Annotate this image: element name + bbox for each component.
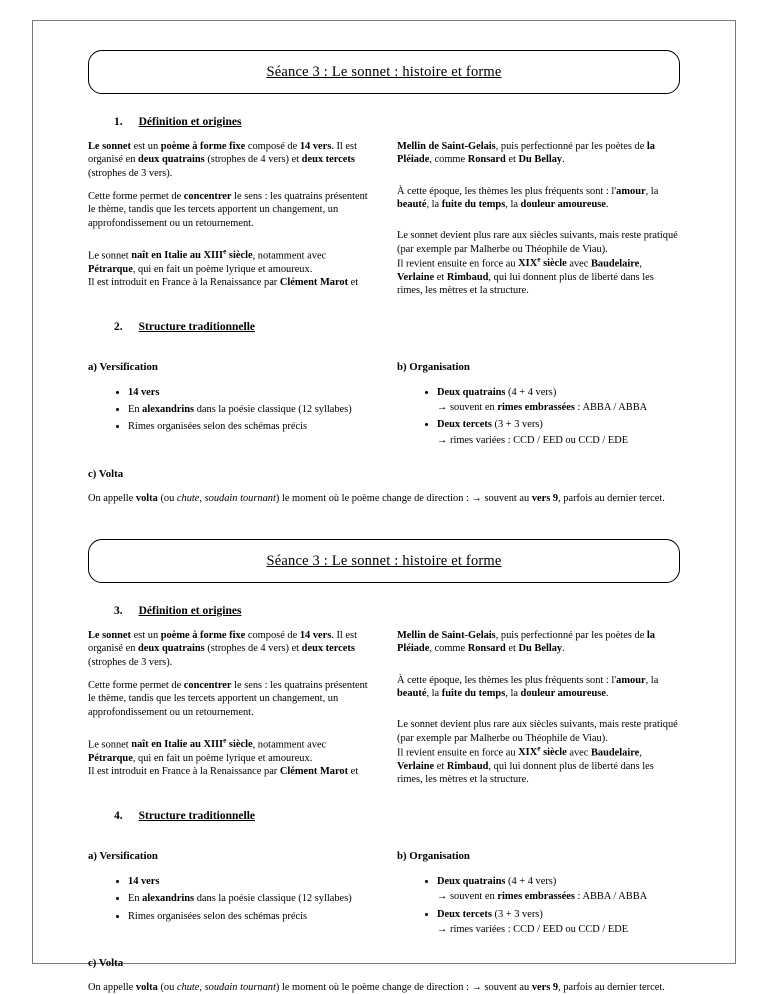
list-item: • 14 vers bbox=[128, 874, 371, 889]
paragraph: Cette forme permet de concentrer le sens : les quatrains présentent le thème, tandis que les tercets apportent un changement, un approfondissement ou un retournement. bbox=[88, 680, 368, 718]
volta-paragraph-1: On appelle volta (ou chute, soudain tournant) le moment où le poème change de direction : → souvent au vers 9, parfois au dernier tercet. bbox=[88, 492, 665, 504]
subsection-volta-title-2: c) Volta bbox=[88, 956, 124, 969]
structure-columns-2 bbox=[88, 834, 680, 938]
list-item: • 14 vers bbox=[128, 385, 371, 400]
section-title: Structure traditionnelle bbox=[138, 810, 255, 823]
organisation-column-1 bbox=[397, 345, 680, 449]
list-item: • Rimes organisées selon des schémas précis bbox=[128, 419, 371, 434]
paragraph: Le sonnet est un poème à forme fixe composé de 14 vers. Il est organisé en deux quatrains (strophes de 4 vers) et deux tercets (strophes de 3 vers). bbox=[88, 630, 357, 668]
definition-left-column-1 bbox=[88, 140, 371, 307]
list-item: • Deux tercets (3 + 3 vers) → rimes variées : CCD / EED ou CCD / EDE bbox=[437, 417, 680, 447]
paragraph: À cette époque, les thèmes les plus fréquents sont : l'amour, la beauté, la fuite du temps, la douleur amoureuse. bbox=[397, 674, 659, 700]
list-item: • En alexandrins dans la poésie classique (12 syllabes) bbox=[128, 402, 371, 417]
paragraph: Le sonnet naît en Italie au XIIIe siècle, notamment avec Pétrarque, qui en fait un poème lyrique et amoureux. bbox=[88, 736, 327, 764]
section-number: 4. bbox=[114, 810, 123, 823]
list-item: • Deux quatrains (4 + 4 vers) → souvent en rimes embrassées : ABBA / ABBA bbox=[437, 385, 680, 415]
organisation-column-2 bbox=[397, 834, 680, 938]
section-heading-structure-1 bbox=[114, 321, 680, 333]
subsection-volta-title-1: c) Volta bbox=[88, 467, 124, 480]
versification-column-1 bbox=[88, 345, 371, 449]
paragraph: Il est introduit en France à la Renaissance par Clément Marot et bbox=[88, 276, 359, 288]
section-heading-definition-2 bbox=[114, 605, 680, 617]
subsection-organisation-title: b) Organisation bbox=[397, 361, 470, 374]
versification-list-2 bbox=[88, 874, 371, 923]
structure-columns-1 bbox=[88, 345, 680, 449]
section-number: 2. bbox=[114, 321, 123, 334]
list-item-sub: → rimes variées : CCD / EED ou CCD / EDE bbox=[437, 923, 629, 935]
section-heading-definition-1 bbox=[114, 116, 680, 128]
paragraph: Le sonnet devient plus rare aux siècles suivants, mais reste pratiqué (par exemple par Malherbe ou Théophile de Viau). bbox=[397, 230, 678, 255]
paragraph: Le sonnet devient plus rare aux siècles suivants, mais reste pratiqué (par exemple par Malherbe ou Théophile de Viau). bbox=[397, 719, 678, 744]
organisation-list-2 bbox=[397, 874, 680, 936]
list-item-sub: → souvent en rimes embrassées : ABBA / ABBA bbox=[437, 891, 648, 903]
section-title: Structure traditionnelle bbox=[138, 321, 255, 334]
versification-list-1 bbox=[88, 385, 371, 434]
definition-left-column-2 bbox=[88, 629, 371, 796]
paragraph: Mellin de Saint-Gelais, puis perfectionné par les poètes de la Pléiade, comme Ronsard et Du Bellay. bbox=[397, 630, 655, 655]
list-item: • Deux quatrains (4 + 4 vers) → souvent en rimes embrassées : ABBA / ABBA bbox=[437, 874, 680, 904]
list-item: • En alexandrins dans la poésie classique (12 syllabes) bbox=[128, 891, 371, 906]
lesson-block-1 bbox=[88, 50, 680, 505]
paragraph: Le sonnet naît en Italie au XIIIe siècle, notamment avec Pétrarque, qui en fait un poème lyrique et amoureux. bbox=[88, 247, 327, 275]
paragraph: À cette époque, les thèmes les plus fréquents sont : l'amour, la beauté, la fuite du temps, la douleur amoureuse. bbox=[397, 185, 659, 210]
section-title: Définition et origines bbox=[138, 116, 242, 128]
document-content bbox=[88, 50, 680, 994]
paragraph: Il revient ensuite en force au XIXe siècle avec Baudelaire, Verlaine et Rimbaud, qui lui donnent plus de liberté dans les rimes, les mètres et la structure. bbox=[397, 744, 654, 786]
definition-right-column-2 bbox=[397, 629, 680, 796]
subsection-versification-title: a) Versification bbox=[88, 850, 158, 863]
subsection-organisation-title: b) Organisation bbox=[397, 850, 470, 863]
section-number: 1. bbox=[114, 116, 123, 128]
organisation-list-1 bbox=[397, 385, 680, 447]
section-number: 3. bbox=[114, 605, 123, 618]
lesson-title-1: Séance 3 : Le sonnet : histoire et forme bbox=[266, 63, 502, 80]
section-heading-structure-2 bbox=[114, 810, 680, 822]
list-item-sub: → rimes variées : CCD / EED ou CCD / EDE bbox=[437, 434, 629, 446]
subsection-versification-title: a) Versification bbox=[88, 361, 158, 374]
section-title: Définition et origines bbox=[138, 605, 242, 618]
list-item: • Deux tercets (3 + 3 vers) → rimes variées : CCD / EED ou CCD / EDE bbox=[437, 907, 680, 937]
volta-paragraph-2: On appelle volta (ou chute, soudain tournant) le moment où le poème change de direction : → souvent au vers 9, parfois au dernier tercet. bbox=[88, 981, 665, 993]
list-item: • Rimes organisées selon des schémas précis bbox=[128, 909, 371, 924]
lesson-title-box-1 bbox=[88, 50, 680, 94]
definition-columns-1 bbox=[88, 140, 680, 307]
versification-column-2 bbox=[88, 834, 371, 938]
paragraph: Mellin de Saint-Gelais, puis perfectionné par les poètes de la Pléiade, comme Ronsard et Du Bellay. bbox=[397, 141, 655, 166]
lesson-block-2 bbox=[88, 539, 680, 994]
paragraph: Cette forme permet de concentrer le sens : les quatrains présentent le thème, tandis que les tercets apportent un changement, un approfondissement ou un retournement. bbox=[88, 190, 368, 229]
lesson-title-box-2 bbox=[88, 539, 680, 583]
paragraph: Il est introduit en France à la Renaissance par Clément Marot et bbox=[88, 766, 359, 778]
paragraph: Le sonnet est un poème à forme fixe composé de 14 vers. Il est organisé en deux quatrains (strophes de 4 vers) et deux tercets (strophes de 3 vers). bbox=[88, 141, 357, 179]
definition-right-column-1 bbox=[397, 140, 680, 307]
list-item-sub: → souvent en rimes embrassées : ABBA / ABBA bbox=[437, 402, 648, 414]
lesson-title-2: Séance 3 : Le sonnet : histoire et forme bbox=[266, 552, 502, 569]
definition-columns-2 bbox=[88, 629, 680, 796]
paragraph: Il revient ensuite en force au XIXe siècle avec Baudelaire, Verlaine et Rimbaud, qui lui donnent plus de liberté dans les rimes, les mètres et la structure. bbox=[397, 255, 654, 296]
